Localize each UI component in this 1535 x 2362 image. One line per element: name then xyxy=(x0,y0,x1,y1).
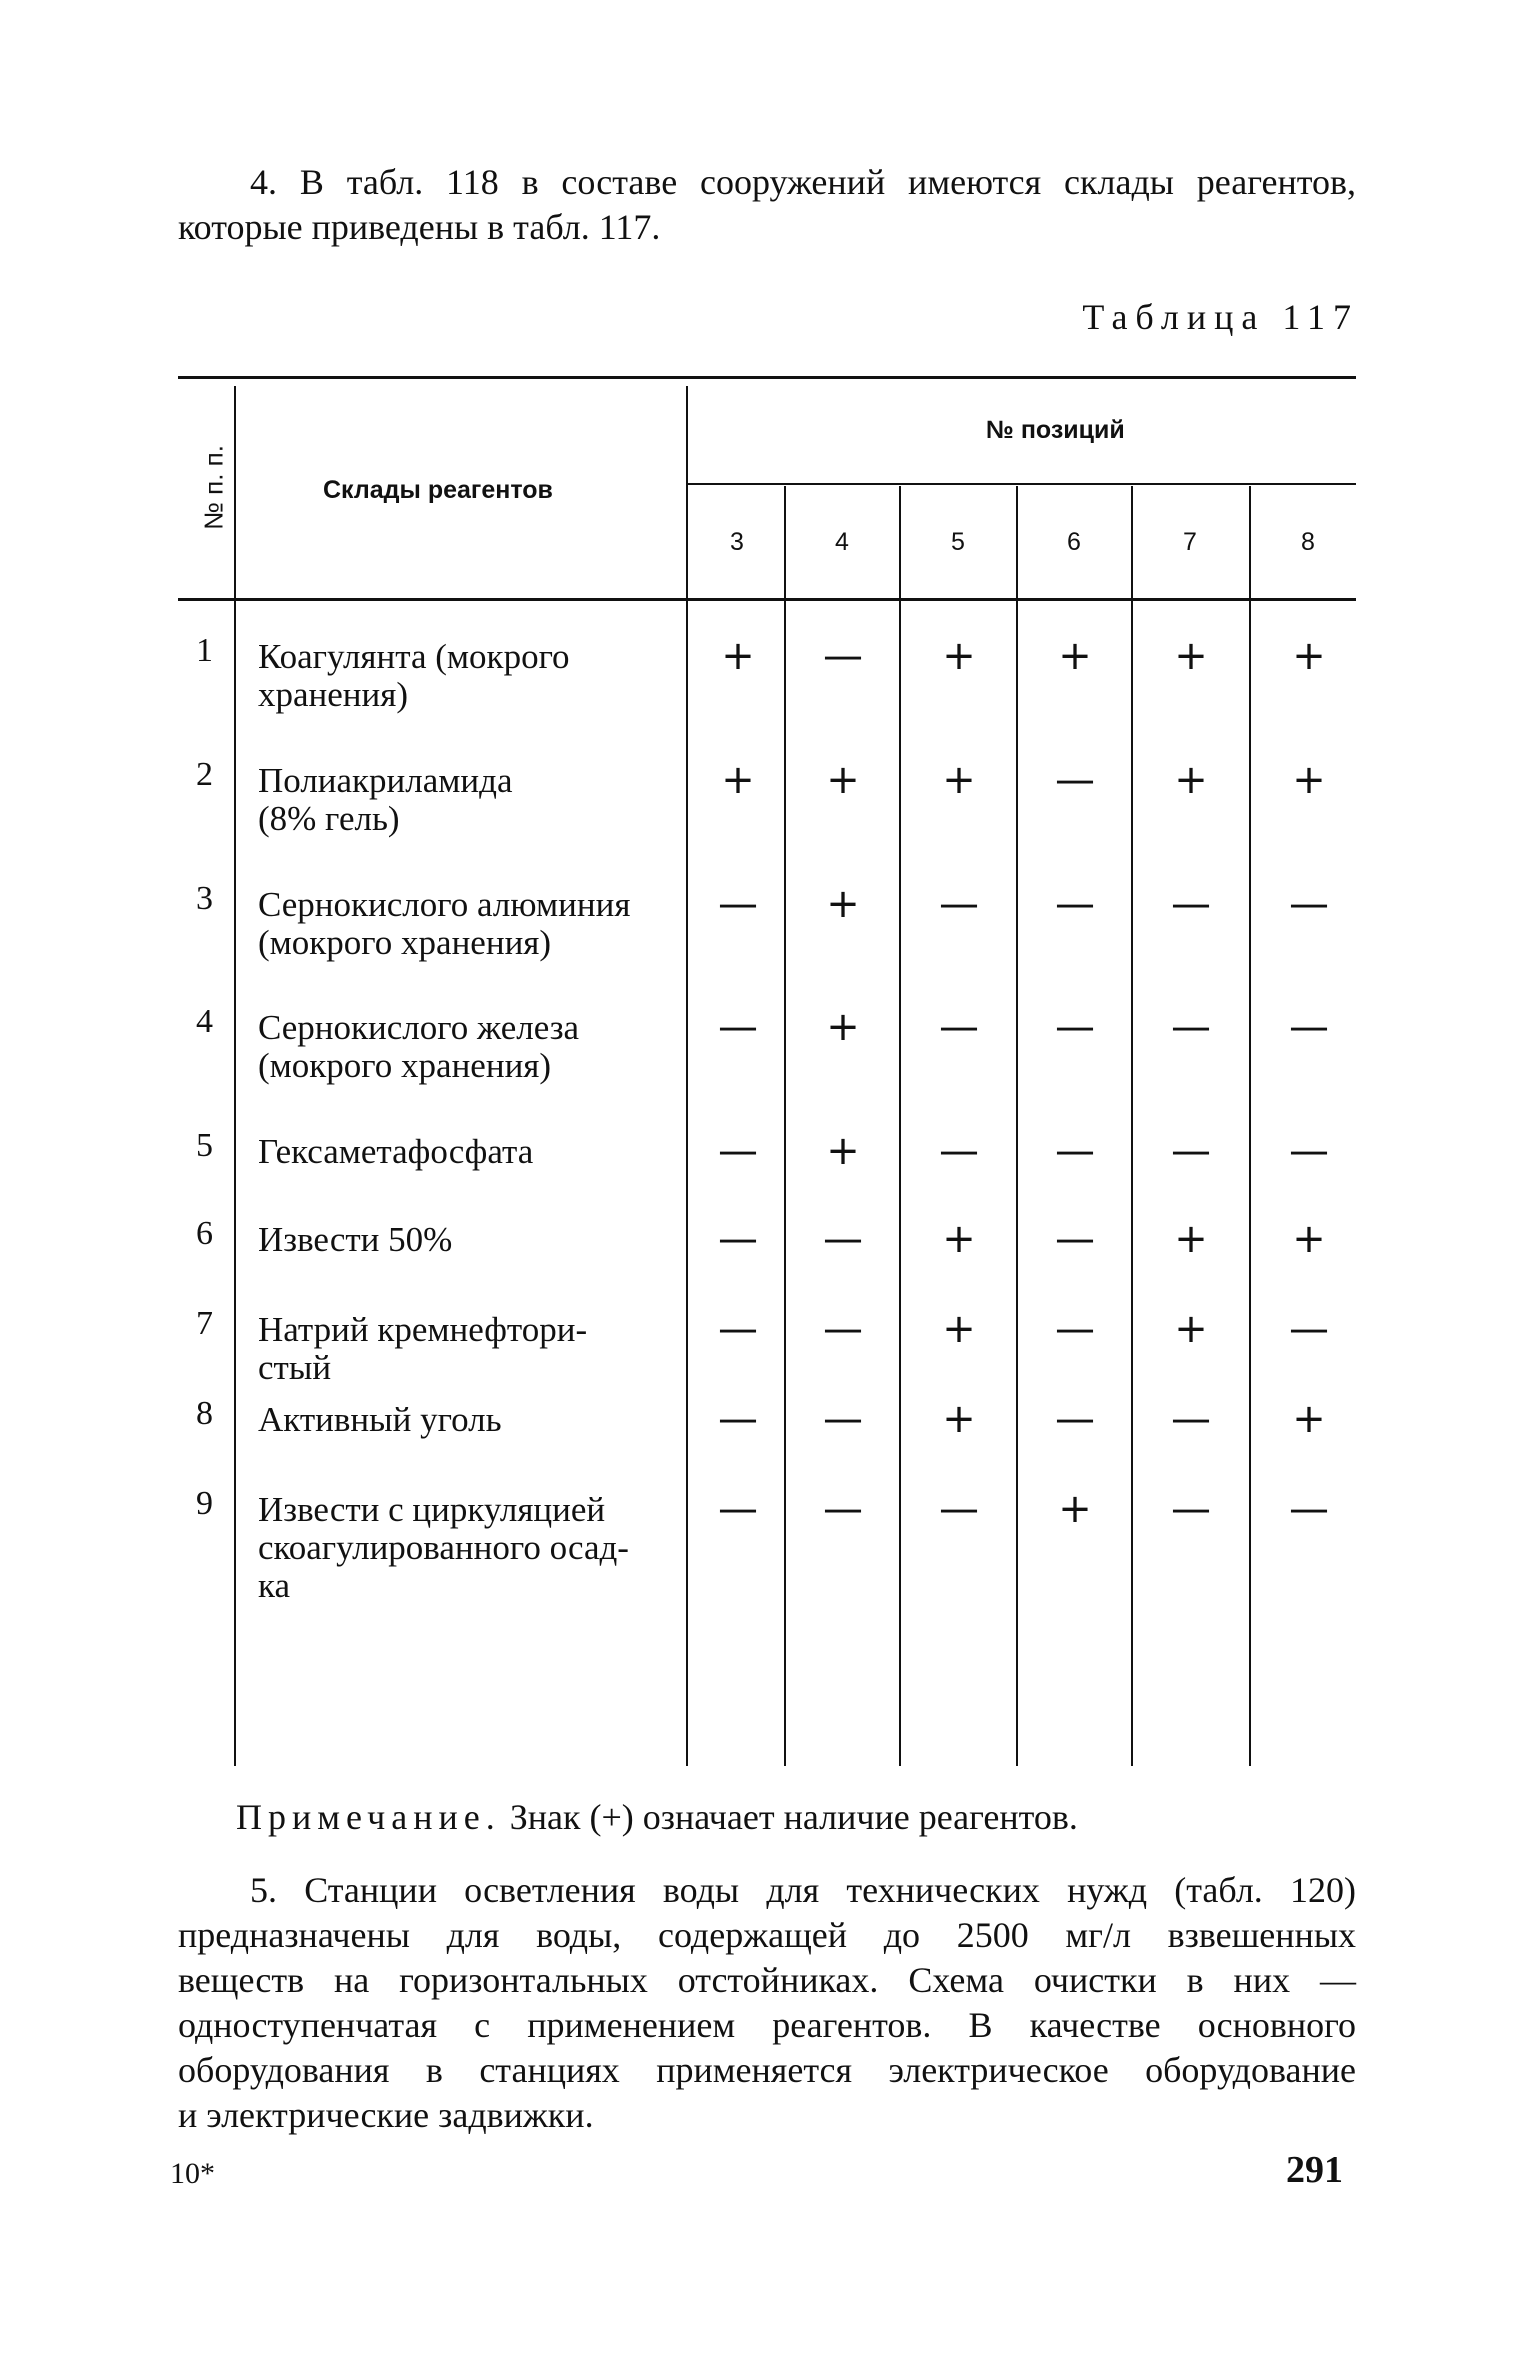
col-name-header: Склады реагентов xyxy=(323,476,553,504)
reagent-present-mark: + xyxy=(826,881,860,927)
reagent-absent-mark: — xyxy=(718,1004,758,1050)
reagent-absent-mark: — xyxy=(1171,1128,1211,1174)
reagent-present-mark: + xyxy=(942,633,976,679)
row-reagent-name xyxy=(258,757,858,838)
row-number: 6 xyxy=(196,1215,213,1252)
reagent-absent-mark: — xyxy=(1289,881,1329,927)
row-number: 9 xyxy=(196,1485,213,1522)
reagent-absent-mark: — xyxy=(1055,1306,1095,1352)
position-header-7: 7 xyxy=(1183,528,1197,556)
row-reagent-name xyxy=(258,1396,858,1442)
reagent-name-line: Натрий кремнефтори- xyxy=(258,1310,588,1349)
reagent-absent-mark: — xyxy=(1171,1004,1211,1050)
row-number: 1 xyxy=(196,632,213,669)
row-reagent-name xyxy=(258,1306,858,1387)
reagent-absent-mark: — xyxy=(1289,1128,1329,1174)
reagent-absent-mark: — xyxy=(823,1396,863,1442)
reagent-name-line: стый xyxy=(258,1348,332,1387)
paragraph-line: которые приведены в табл. 117. xyxy=(178,207,661,247)
reagent-present-mark: + xyxy=(942,757,976,803)
reagent-absent-mark: — xyxy=(1055,1396,1095,1442)
reagent-name-line: скоагулированного осад- xyxy=(258,1528,629,1567)
column-divider xyxy=(1249,486,1251,1766)
reagent-absent-mark: — xyxy=(1055,757,1095,803)
reagent-absent-mark: — xyxy=(1055,1128,1095,1174)
reagent-present-mark: + xyxy=(942,1306,976,1352)
row-reagent-name xyxy=(258,1004,858,1085)
reagent-absent-mark: — xyxy=(939,1128,979,1174)
paragraph-line: 5. Станции осветления воды для технических нужд (табл. 120) xyxy=(250,1870,1356,1910)
table-top-rule xyxy=(178,376,1356,379)
reagent-present-mark: + xyxy=(942,1216,976,1262)
paragraph-line: одноступенчатая с применением реагентов. В качестве основного xyxy=(178,2005,1356,2045)
reagent-name-line: хранения) xyxy=(258,675,409,714)
position-header-3: 3 xyxy=(730,528,744,556)
reagent-name-line: Сернокислого алюминия xyxy=(258,885,631,924)
column-divider xyxy=(1016,486,1018,1766)
header-bottom-rule xyxy=(178,598,1356,601)
row-number: 2 xyxy=(196,756,213,793)
reagent-absent-mark: — xyxy=(718,1306,758,1352)
paragraph-5 xyxy=(178,1868,1356,2138)
row-reagent-name xyxy=(258,633,858,714)
paragraph-line: веществ на горизонтальных отстойниках. Схема очистки в них — xyxy=(178,1960,1356,2000)
position-header-6: 6 xyxy=(1067,528,1081,556)
reagent-name-line: Извести 50% xyxy=(258,1220,453,1259)
row-number: 8 xyxy=(196,1395,213,1432)
reagent-present-mark: + xyxy=(826,757,860,803)
reagent-name-line: Гексаметафосфата xyxy=(258,1132,534,1171)
reagent-present-mark: + xyxy=(1292,757,1326,803)
reagent-absent-mark: — xyxy=(1055,1004,1095,1050)
row-reagent-name xyxy=(258,881,858,962)
reagent-absent-mark: — xyxy=(1289,1004,1329,1050)
row-number: 3 xyxy=(196,880,213,917)
reagent-present-mark: + xyxy=(1174,1216,1208,1262)
row-reagent-name xyxy=(258,1128,858,1174)
column-divider xyxy=(234,386,236,1766)
reagent-present-mark: + xyxy=(826,1128,860,1174)
signature-mark: 10* xyxy=(170,2157,215,2190)
reagent-present-mark: + xyxy=(942,1396,976,1442)
reagent-absent-mark: — xyxy=(939,1004,979,1050)
position-header-8: 8 xyxy=(1301,528,1315,556)
reagent-name-line: Активный уголь xyxy=(258,1400,502,1439)
reagent-absent-mark: — xyxy=(1289,1486,1329,1532)
paragraph-line: 4. В табл. 118 в составе сооружений имеются склады реагентов, xyxy=(250,162,1356,202)
paragraph-line: предназначены для воды, содержащей до 2500 мг/л взвешенных xyxy=(178,1915,1356,1955)
table-caption: Таблица 117 xyxy=(1082,297,1359,337)
reagent-present-mark: + xyxy=(721,757,755,803)
reagent-present-mark: + xyxy=(1058,1486,1092,1532)
reagent-absent-mark: — xyxy=(823,1216,863,1262)
reagent-absent-mark: — xyxy=(718,1216,758,1262)
table-note xyxy=(236,1795,1356,1840)
reagent-present-mark: + xyxy=(826,1004,860,1050)
reagent-present-mark: + xyxy=(1292,1396,1326,1442)
row-reagent-name xyxy=(258,1486,858,1605)
reagent-absent-mark: — xyxy=(718,881,758,927)
reagent-absent-mark: — xyxy=(1171,1396,1211,1442)
reagent-absent-mark: — xyxy=(823,1306,863,1352)
reagent-present-mark: + xyxy=(1292,633,1326,679)
reagent-present-mark: + xyxy=(1174,633,1208,679)
reagent-absent-mark: — xyxy=(939,881,979,927)
reagent-present-mark: + xyxy=(1174,757,1208,803)
reagent-absent-mark: — xyxy=(1055,1216,1095,1262)
reagent-present-mark: + xyxy=(1174,1306,1208,1352)
reagent-absent-mark: — xyxy=(823,1486,863,1532)
row-reagent-name xyxy=(258,1216,858,1262)
page-number: 291 xyxy=(1286,2149,1343,2191)
reagent-name-line: (мокрого хранения) xyxy=(258,923,552,962)
reagent-name-line: Коагулянта (мокрого xyxy=(258,637,570,676)
reagent-present-mark: + xyxy=(1058,633,1092,679)
position-header-4: 4 xyxy=(835,528,849,556)
reagent-present-mark: + xyxy=(1292,1216,1326,1262)
reagent-absent-mark: — xyxy=(939,1486,979,1532)
note-text: Знак (+) означает наличие реагентов. xyxy=(509,1797,1078,1837)
reagent-absent-mark: — xyxy=(718,1396,758,1442)
row-number: 7 xyxy=(196,1305,213,1342)
col-no-header: № п. п. xyxy=(198,445,229,530)
paragraph-4 xyxy=(178,160,1356,250)
column-divider xyxy=(1131,486,1133,1766)
position-header-5: 5 xyxy=(951,528,965,556)
paragraph-line: и электрические задвижки. xyxy=(178,2095,594,2135)
column-divider xyxy=(899,486,901,1766)
reagent-absent-mark: — xyxy=(1171,1486,1211,1532)
row-number: 4 xyxy=(196,1003,213,1040)
row-number: 5 xyxy=(196,1127,213,1164)
positions-header: № позиций xyxy=(986,416,1125,444)
positions-header-rule xyxy=(688,483,1356,485)
reagent-present-mark: + xyxy=(721,633,755,679)
reagent-table xyxy=(178,376,1356,1774)
reagent-absent-mark: — xyxy=(1171,881,1211,927)
reagent-absent-mark: — xyxy=(1055,881,1095,927)
reagent-name-line: (мокрого хранения) xyxy=(258,1046,552,1085)
reagent-absent-mark: — xyxy=(823,633,863,679)
reagent-name-line: Сернокислого железа xyxy=(258,1008,580,1047)
reagent-absent-mark: — xyxy=(1289,1306,1329,1352)
reagent-name-line: Извести с циркуляцией xyxy=(258,1490,606,1529)
reagent-name-line: (8% гель) xyxy=(258,799,400,838)
reagent-name-line: ка xyxy=(258,1566,291,1605)
paragraph-line: оборудования в станциях применяется электрическое оборудование xyxy=(178,2050,1356,2090)
reagent-absent-mark: — xyxy=(718,1486,758,1532)
reagent-absent-mark: — xyxy=(718,1128,758,1174)
note-label: Примечание. xyxy=(236,1797,501,1837)
reagent-name-line: Полиакриламида xyxy=(258,761,513,800)
